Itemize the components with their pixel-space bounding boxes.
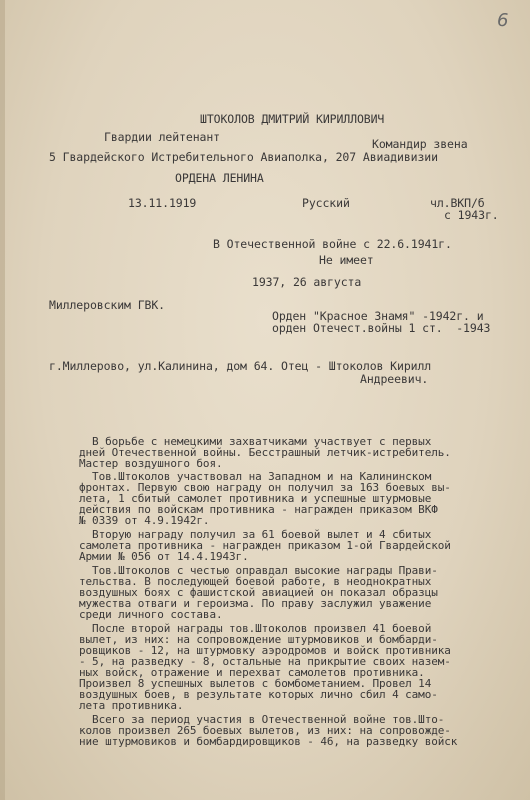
body-line: воздушных боях с фашистской авиацией он показал образцы <box>79 586 438 599</box>
order-name: ОРДЕНА ЛЕНИНА <box>175 171 264 185</box>
body-line: фронтах. Первую свою награду он получил за 163 боевых вы- <box>79 481 451 494</box>
body-line: воздушных боев, в результате которых лично сбил 4 само- <box>79 688 438 701</box>
body-line: - 5, на разведку - 8, остальные на прикрытие своих назем- <box>79 655 451 668</box>
awards-line-1: Орден "Красное Знамя" -1942г. и <box>272 309 484 323</box>
body-line: вылет, из них: на сопровождение штурмовиков и бомбарди- <box>79 633 438 646</box>
body-line: Мастер воздушного боя. <box>79 457 223 470</box>
body-line: Армии № 056 от 14.4.1943г. <box>79 550 249 563</box>
not-have: Не имеет <box>319 253 374 267</box>
address-line-1: г.Миллерово, ул.Калинина, дом 64. Отец - Штоколов Кирилл <box>49 359 432 373</box>
body-line: Вторую награду получил за 61 боевой вылет и 4 сбитых <box>79 528 432 541</box>
body-line: колов произвел 265 боевых вылетов, из них: на сопровожде- <box>79 724 451 737</box>
body-line: самолета противника - награжден приказом 1-ой Гвардейской <box>79 539 451 552</box>
war-participation: В Отечественной войне с 22.6.1941г. <box>213 237 452 251</box>
body-line: Тов.Штоколов с честью оправдал высокие награды Прави- <box>79 564 438 577</box>
body-line: дней Отечественной войны. Бесстрашный летчик-истребитель. <box>79 446 451 459</box>
party-membership: чл.ВКП/б <box>430 196 485 210</box>
party-since: с 1943г. <box>444 208 499 222</box>
person-name: ШТОКОЛОВ ДМИТРИЙ КИРИЛЛОВИЧ <box>200 112 385 126</box>
body-line: № 0339 от 4.9.1942г. <box>79 514 210 527</box>
voenkomat: Миллеровским ГВК. <box>49 298 166 312</box>
body-line: среди личного состава. <box>79 608 223 621</box>
page-number: 6 <box>497 10 509 31</box>
body-line: тельства. В последующей боевой работе, в неоднократных <box>79 575 432 588</box>
nationality: Русский <box>302 196 350 210</box>
body-line: лета, 1 сбитый самолет противника и успешные штурмовые <box>79 492 432 505</box>
position: Командир звена <box>372 137 468 151</box>
service-since: 1937, 26 августа <box>252 275 362 289</box>
page-edge <box>0 0 5 800</box>
awards-line-2: орден Отечест.войны 1 ст. -1943 <box>272 321 491 335</box>
body-line: Тов.Штоколов участвовал на Западном и на Калининском <box>79 470 432 483</box>
body-line: действия по войскам противника - награжден приказом ВКФ <box>79 503 438 516</box>
rank: Гвардии лейтенант <box>104 130 221 144</box>
address-line-2: Андреевич. <box>360 372 429 386</box>
body-line: Произвел 8 успешных вылетов с бомбометанием. Провел 14 <box>79 677 432 690</box>
body-line: ние штурмовиков и бомбардировщиков - 46, на разведку войск <box>79 735 458 748</box>
body-line: мужества отваги и героизма. По праву заслужил уважение <box>79 597 432 610</box>
body-line: ных войск, отражение и перехват самолетов противника. <box>79 666 425 679</box>
unit: 5 Гвардейского Истребительного Авиаполка, 207 Авиадивизии <box>49 150 438 164</box>
birth-date: 13.11.1919 <box>128 196 197 210</box>
body-line: ровщиков - 12, на штурмовку аэродромов и войск противника <box>79 644 451 657</box>
body-line: В борьбе с немецкими захватчиками участвует с первых <box>79 435 432 448</box>
body-line: Всего за период участия в Отечественной войне тов.Што- <box>79 713 445 726</box>
body-line: лета противника. <box>79 699 184 712</box>
body-line: После второй награды тов.Штоколов произвел 41 боевой <box>79 622 432 635</box>
